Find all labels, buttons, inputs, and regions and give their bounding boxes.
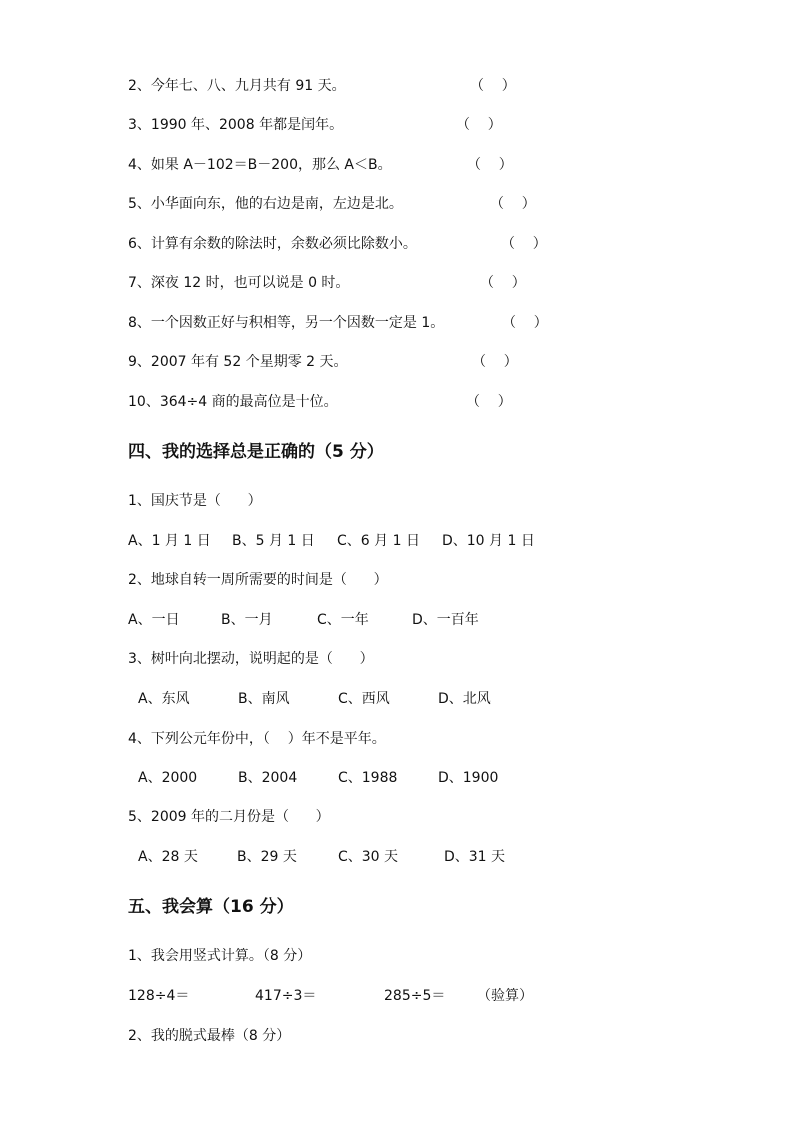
option-d[interactable]: D、10 月 1 日: [442, 533, 535, 549]
judge-text: 9、2007 年有 52 个星期零 2 天。: [128, 354, 348, 370]
section-heading-choice: 四、我的选择总是正确的（5 分）: [128, 442, 384, 462]
calc-item-2: 417÷3＝: [255, 988, 317, 1004]
judge-text: 10、364÷4 商的最高位是十位。: [128, 394, 338, 410]
option-b[interactable]: B、2004: [238, 770, 298, 786]
option-b[interactable]: B、一月: [221, 612, 273, 628]
answer-parentheses[interactable]: （ ）: [501, 236, 547, 252]
calc-question-2: 2、我的脱式最棒（8 分）: [128, 1028, 291, 1044]
answer-parentheses[interactable]: （ ）: [472, 354, 518, 370]
answer-parentheses[interactable]: （ ）: [490, 196, 536, 212]
option-b[interactable]: B、南风: [238, 691, 290, 707]
judge-text: 2、今年七、八、九月共有 91 天。: [128, 78, 346, 94]
choice-question-2: 2、地球自转一周所需要的时间是（ ）: [128, 572, 388, 588]
option-a[interactable]: A、一日: [128, 612, 180, 628]
judge-text: 5、小华面向东，他的右边是南，左边是北。: [128, 196, 403, 212]
answer-parentheses[interactable]: （ ）: [502, 315, 548, 331]
judge-text: 7、深夜 12 时，也可以说是 0 时。: [128, 275, 350, 291]
option-b[interactable]: B、29 天: [237, 849, 297, 865]
answer-parentheses[interactable]: （ ）: [467, 157, 513, 173]
option-a[interactable]: A、28 天: [138, 849, 198, 865]
choice-question-1: 1、国庆节是（ ）: [128, 493, 262, 509]
calc-item-3: 285÷5＝: [384, 988, 446, 1004]
option-a[interactable]: A、1 月 1 日: [128, 533, 211, 549]
judge-text: 4、如果 A－102＝B－200，那么 A＜B。: [128, 157, 392, 173]
verify-label: （验算）: [477, 988, 533, 1004]
calc-item-1: 128÷4＝: [128, 988, 190, 1004]
answer-parentheses[interactable]: （ ）: [470, 78, 516, 94]
option-d[interactable]: D、北风: [438, 691, 491, 707]
section-heading-calc: 五、我会算（16 分）: [128, 897, 294, 917]
answer-parentheses[interactable]: （ ）: [456, 117, 502, 133]
judge-text: 3、1990 年、2008 年都是闰年。: [128, 117, 344, 133]
option-d[interactable]: D、31 天: [444, 849, 506, 865]
judge-text: 8、一个因数正好与积相等，另一个因数一定是 1。: [128, 315, 445, 331]
choice-question-4: 4、下列公元年份中，（ ）年不是平年。: [128, 731, 386, 747]
choice-question-5: 5、2009 年的二月份是（ ）: [128, 809, 330, 825]
option-a[interactable]: A、2000: [138, 770, 198, 786]
choice-question-3: 3、树叶向北摆动，说明起的是（ ）: [128, 651, 374, 667]
option-c[interactable]: C、西风: [338, 691, 390, 707]
calc-question-1: 1、我会用竖式计算。（8 分）: [128, 948, 312, 964]
option-b[interactable]: B、5 月 1 日: [232, 533, 315, 549]
option-a[interactable]: A、东风: [138, 691, 190, 707]
answer-parentheses[interactable]: （ ）: [480, 275, 526, 291]
option-d[interactable]: D、1900: [438, 770, 499, 786]
option-c[interactable]: C、6 月 1 日: [337, 533, 420, 549]
answer-parentheses[interactable]: （ ）: [466, 394, 512, 410]
option-c[interactable]: C、1988: [338, 770, 398, 786]
option-c[interactable]: C、一年: [317, 612, 369, 628]
option-c[interactable]: C、30 天: [338, 849, 399, 865]
judge-text: 6、计算有余数的除法时，余数必须比除数小。: [128, 236, 417, 252]
option-d[interactable]: D、一百年: [412, 612, 479, 628]
